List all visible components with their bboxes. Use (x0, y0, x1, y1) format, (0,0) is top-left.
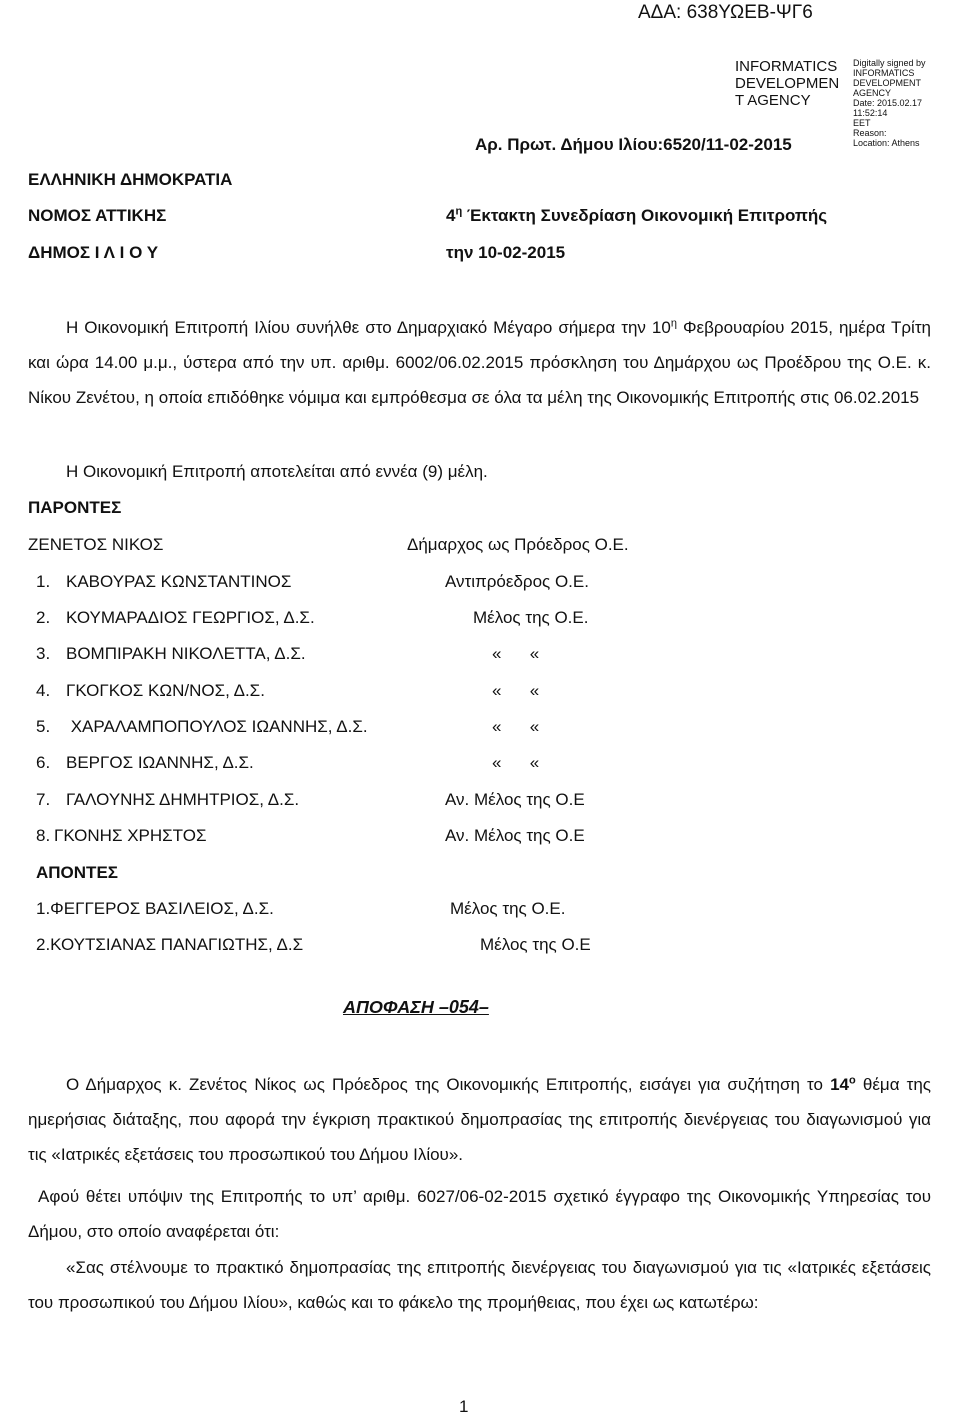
member-name: ΚΑΒΟΥΡΑΣ ΚΩΝΣΤΑΝΤΙΝΟΣ (66, 572, 292, 591)
session-superscript: η (455, 205, 463, 218)
page-number: 1 (459, 1397, 469, 1416)
prefecture-name: ΝΟΜΟΣ ΑΤΤΙΚΗΣ (28, 206, 167, 225)
state-name: ΕΛΛΗΝΙΚΗ ΔΗΜΟΚΡΑΤΙΑ (28, 170, 233, 189)
signature-line: INFORMATICS (853, 68, 915, 78)
absent-member-role: Μέλος της Ο.Ε. (450, 899, 566, 918)
signature-line: EET (853, 118, 871, 128)
member-role: Αντιπρόεδρος Ο.Ε. (445, 572, 589, 591)
absent-member-role: Μέλος της Ο.Ε (480, 935, 591, 954)
member-number: 8. (36, 826, 51, 845)
member-name: ΓΚΟΓΚΟΣ ΚΩΝ/ΝΟΣ, Δ.Σ. (66, 681, 265, 700)
member-role: Αν. Μέλος της Ο.Ε (445, 790, 585, 809)
committee-size-text: Η Οικονομική Επιτροπή αποτελείται από εννέα (9) μέλη. (66, 462, 488, 481)
signature-line: Reason: (853, 128, 887, 138)
ada-code: ΑΔΑ: 638ΥΩΕΒ-ΨΓ6 (638, 2, 813, 23)
member-number: 2. (36, 608, 51, 627)
item-superscript: ο (849, 1074, 856, 1087)
member-name: ΚΟΥΜΑΡΑΔΙΟΣ ΓΕΩΡΓΙΟΣ, Δ.Σ. (66, 608, 315, 627)
member-number: 7. (36, 790, 51, 809)
member-name: ΒΕΡΓΟΣ ΙΩΑΝΝΗΣ, Δ.Σ. (66, 753, 254, 772)
signature-line: Date: 2015.02.17 11:52:14 (853, 98, 923, 118)
absent-heading: ΑΠΟΝΤΕΣ (36, 863, 118, 882)
signer-name: INFORMATICS DEVELOPMEN T AGENCY (735, 58, 840, 109)
signature-line: DEVELOPMENT AGENCY (853, 78, 921, 98)
absent-member-name: 1.ΦΕΓΓΕΡΟΣ ΒΑΣΙΛΕΙΟΣ, Δ.Σ. (36, 899, 274, 918)
present-heading: ΠΑΡΟΝΤΕΣ (28, 498, 122, 517)
ditto-marks: « « (492, 753, 540, 772)
protocol-number: Αρ. Πρωτ. Δήμου Ιλίου:6520/11-02-2015 (475, 135, 792, 154)
decision-paragraph-1 (28, 1067, 931, 1172)
decision-text-part1: Ο Δήμαρχος κ. Ζενέτος Νίκος ως Πρόεδρος της Οικονομικής Επιτροπής, εισάγει για συζήτηση το (66, 1075, 831, 1094)
signature-line: Digitally signed by (853, 58, 926, 68)
chair-name: ΖΕΝΕΤΟΣ ΝΙΚΟΣ (28, 535, 164, 554)
digital-signature-stamp (853, 58, 958, 148)
item-number: 14 (830, 1075, 850, 1094)
member-name: ΓΑΛΟΥΝΗΣ ΔΗΜΗΤΡΙΟΣ, Δ.Σ. (66, 790, 300, 809)
member-name: ΓΚΟΝΗΣ ΧΡΗΣΤΟΣ (54, 826, 207, 845)
member-role: Μέλος της Ο.Ε. (473, 608, 589, 627)
member-role: Αν. Μέλος της Ο.Ε (445, 826, 585, 845)
intro-text-part1: Η Οικονομική Επιτροπή Ιλίου συνήλθε στο Δημαρχιακό Μέγαρο σήμερα την 10 (66, 318, 671, 337)
session-number: 4 (446, 206, 456, 225)
ditto-marks: « « (492, 717, 540, 736)
member-number: 6. (36, 753, 51, 772)
session-text: Έκτακτη Συνεδρίαση Οικονομική Επιτροπής (462, 206, 828, 225)
member-name: ΧΑΡΑΛΑΜΠΟΠΟΥΛΟΣ ΙΩΑΝΝΗΣ, Δ.Σ. (66, 717, 368, 736)
intro-paragraph (28, 310, 931, 415)
signature-line: Location: Athens (853, 138, 920, 148)
ditto-marks: « « (492, 644, 540, 663)
member-number: 1. (36, 572, 51, 591)
member-name: ΒΟΜΠΙΡΑΚΗ ΝΙΚΟΛΕΤΤΑ, Δ.Σ. (66, 644, 306, 663)
member-number: 5. (36, 717, 51, 736)
member-number: 3. (36, 644, 51, 663)
decision-title: ΑΠΟΦΑΣΗ –054– (343, 997, 489, 1017)
absent-member-name: 2.ΚΟΥΤΣΙΑΝΑΣ ΠΑΝΑΓΙΩΤΗΣ, Δ.Σ (36, 935, 304, 954)
decision-paragraph-2: Αφού θέτει υπόψιν της Επιτροπής το υπ’ αριθμ. 6027/06-02-2015 σχετικό έγγραφο της Οικονομικής Υπηρεσίας του Δήμου, στο οποίο αναφέρεται ότι: (28, 1187, 931, 1241)
session-date: την 10-02-2015 (446, 243, 566, 262)
decision-text-part2: θέμα της ημερήσιας διάταξης, που αφορά την έγκριση πρακτικού δημοπρασίας της επιτροπής διενέργειας του διαγωνισμού για τις «Ιατρικές εξετάσεις του προσωπικού του Δήμου Ιλίου». (28, 1075, 931, 1164)
intro-superscript: η (670, 317, 677, 330)
ditto-marks: « « (492, 681, 540, 700)
chair-role: Δήμαρχος ως Πρόεδρος Ο.Ε. (407, 535, 629, 554)
decision-paragraph-3: «Σας στέλνουμε το πρακτικό δημοπρασίας της επιτροπής διενέργειας του διαγωνισμού για τις «Ιατρικές εξετάσεις του προσωπικού του Δήμου Ιλίου», καθώς και το φάκελο της προμήθειας, που έχει ως κατωτέρω: (28, 1258, 931, 1312)
intro-text-part2: Φεβρουαρίου 2015, ημέρα Τρίτη και ώρα 14.00 μ.μ., ύστερα από την υπ. αριθμ. 6002/06.02.2015 πρόσκληση του Δημάρχου ως Προέδρου της Ο.Ε. κ. Νίκου Ζενέτου, η οποία επιδόθηκε νόμιμα και εμπρόθεσμα σε όλα τα μέλη της Οικονομικής Επιτροπής στις 06.02.2015 (28, 318, 931, 407)
municipality-name: ΔΗΜΟΣ Ι Λ Ι Ο Υ (28, 243, 159, 262)
session-title (446, 206, 827, 226)
member-number: 4. (36, 681, 51, 700)
